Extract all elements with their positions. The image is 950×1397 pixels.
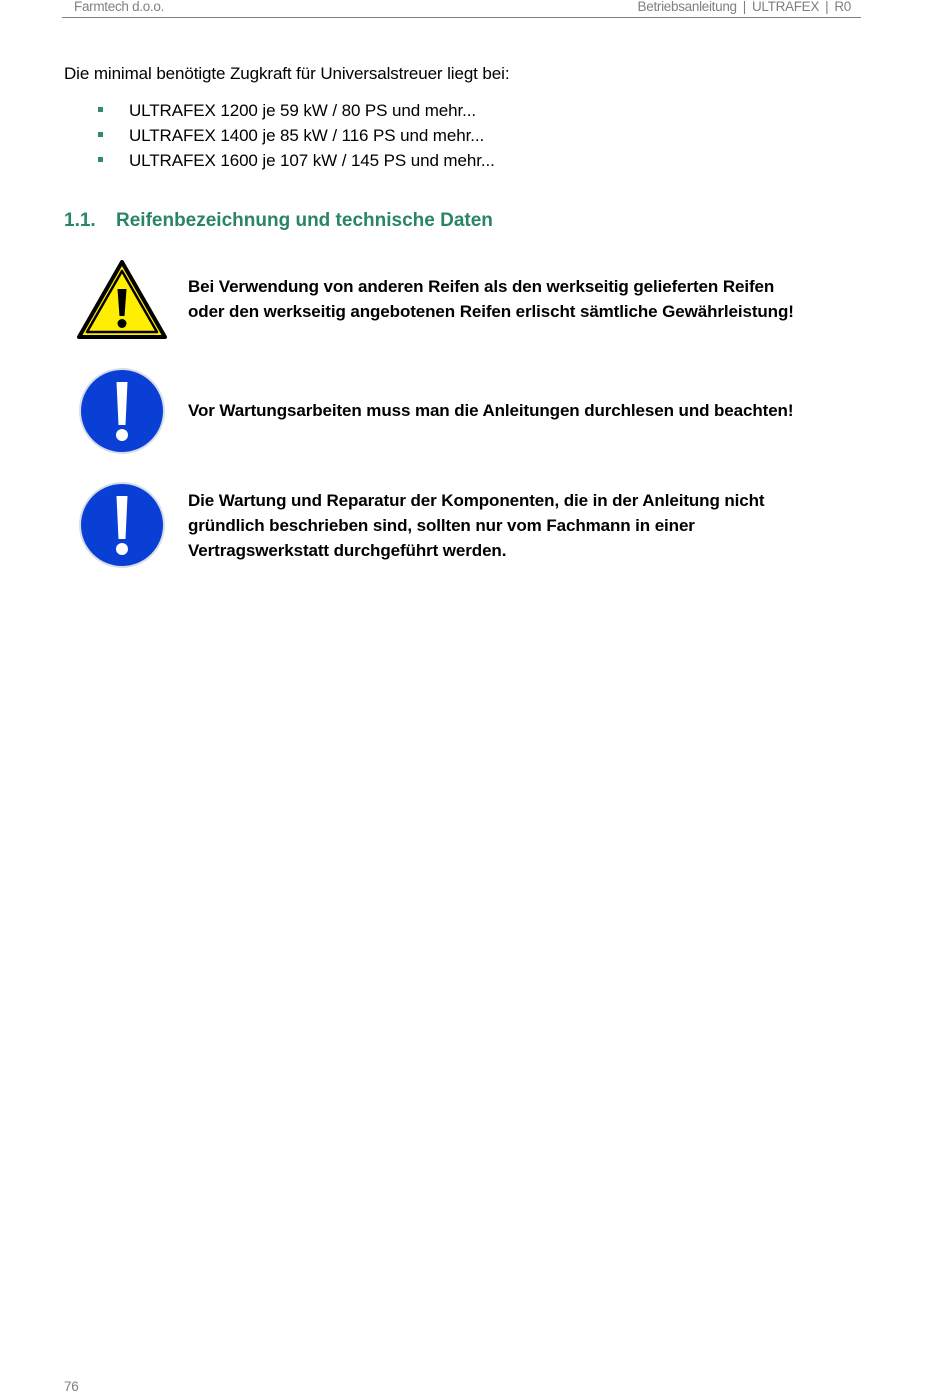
bullet-square-icon (98, 157, 103, 162)
mandatory-notice (188, 398, 848, 423)
list-item-text: ULTRAFEX 1600 je 107 kW / 145 PS und mehr... (129, 151, 495, 170)
notice-line: Vertragswerkstatt durchgeführt werden. (188, 541, 507, 560)
mandatory-exclamation-icon (78, 481, 166, 574)
list-item (96, 148, 495, 173)
section-number: 1.1. (64, 210, 96, 231)
notice-line: gründlich beschrieben sind, sollten nur vom Fachmann in einer (188, 516, 695, 535)
header-product: ULTRAFEX (751, 0, 820, 14)
list-item (96, 123, 495, 148)
bullet-square-icon (98, 132, 103, 137)
section-heading (64, 210, 493, 232)
page-number: 76 (64, 1379, 79, 1394)
header-revision: R0 (834, 0, 851, 14)
header-company: Farmtech d.o.o. (74, 0, 165, 14)
list-item-text: ULTRAFEX 1400 je 85 kW / 116 PS und mehr... (129, 126, 485, 145)
notice-line: Bei Verwendung von anderen Reifen als den werkseitig gelieferten Reifen (188, 277, 775, 296)
section-title: Reifenbezeichnung und technische Daten (116, 210, 493, 231)
header-doc-type: Betriebsanleitung (637, 0, 737, 14)
warning-notice (188, 274, 848, 324)
notice-line: oder den werkseitig angebotenen Reifen erlischt sämtliche Gewährleistung! (188, 302, 794, 321)
header-separator: | (825, 0, 829, 14)
intro-text: Die minimal benötigte Zugkraft für Universalstreuer liegt bei: (64, 64, 510, 83)
list-item (96, 98, 495, 123)
header-separator: | (742, 0, 746, 14)
header-doc-info (638, 0, 851, 14)
warning-triangle-icon (76, 259, 168, 345)
page-header (62, 0, 861, 18)
mandatory-notice (188, 488, 848, 563)
notice-line: Vor Wartungsarbeiten muss man die Anleitungen durchlesen und beachten! (188, 401, 794, 420)
mandatory-exclamation-icon (78, 367, 166, 460)
notice-line: Die Wartung und Reparatur der Komponenten, die in der Anleitung nicht (188, 491, 765, 510)
list-item-text: ULTRAFEX 1200 je 59 kW / 80 PS und mehr... (129, 101, 476, 120)
bullet-square-icon (98, 107, 103, 112)
power-requirement-list (96, 98, 495, 173)
